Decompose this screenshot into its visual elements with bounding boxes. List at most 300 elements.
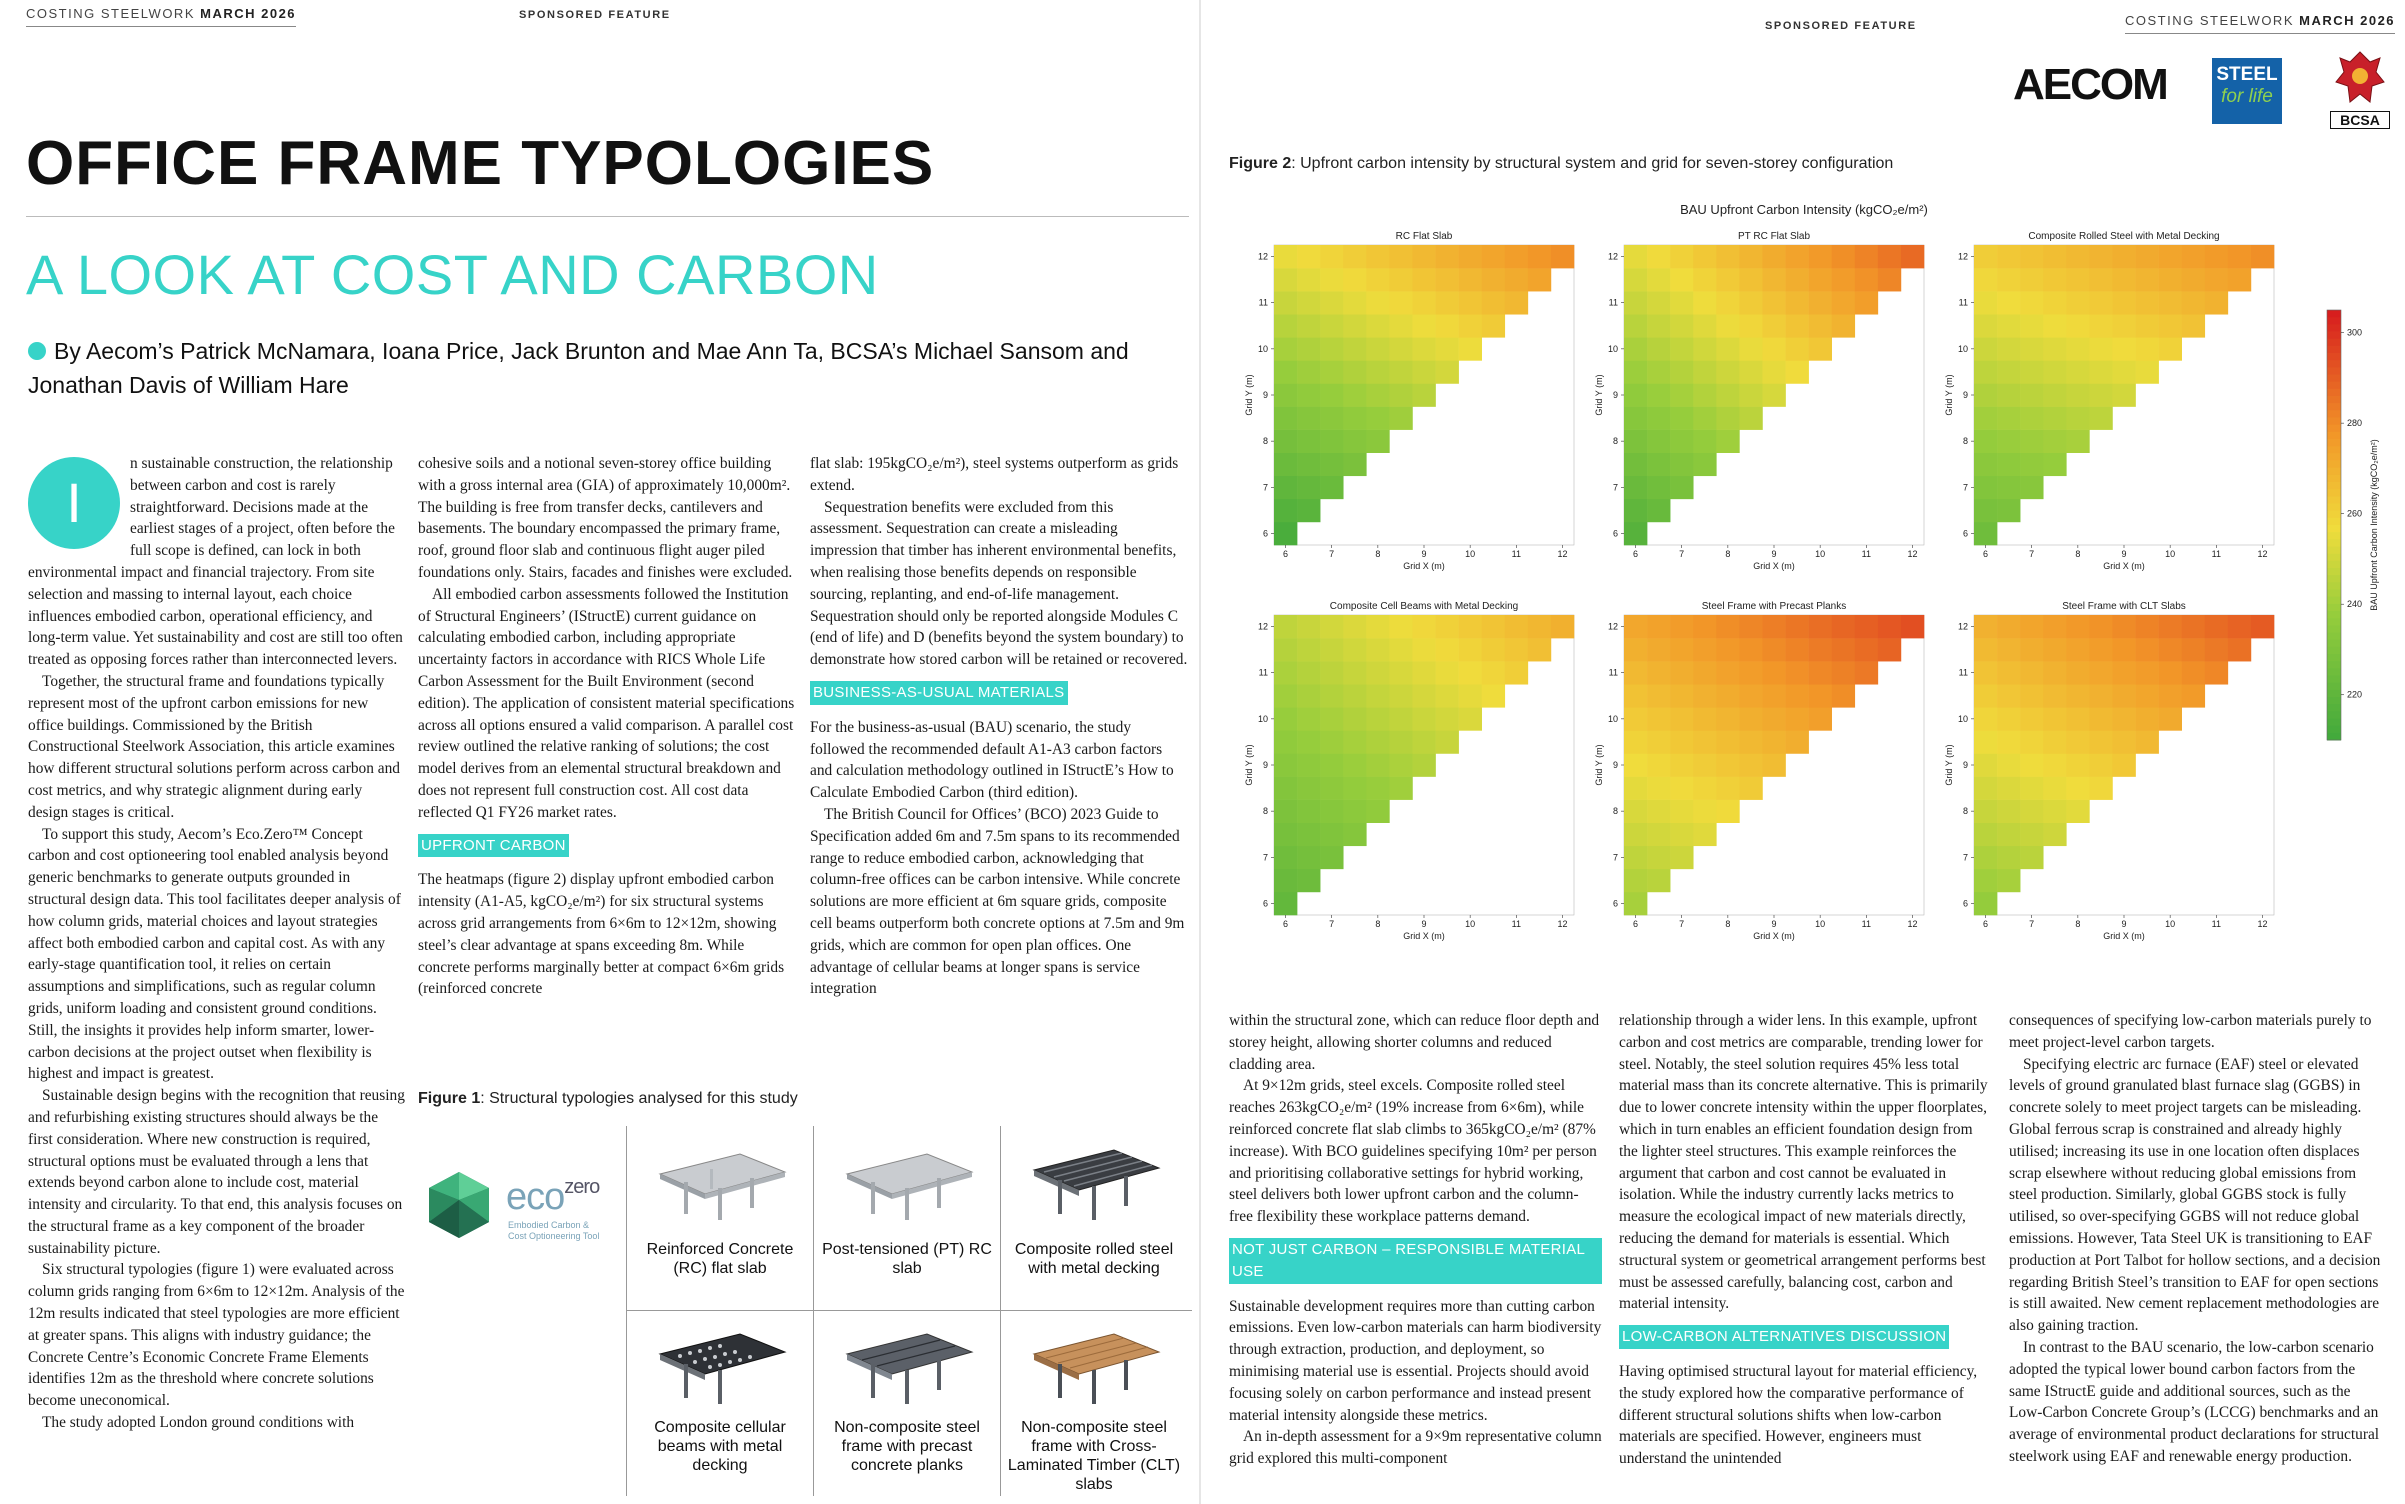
x-tick-label: 10 — [1465, 919, 1476, 929]
heatmap-cell — [1997, 291, 2020, 314]
heatmap-cell — [1670, 823, 1693, 846]
heatmap-cell — [2136, 661, 2159, 684]
heatmap-cell — [2043, 407, 2066, 430]
heatmap-cell — [1297, 661, 1320, 684]
sponsored-label-left: SPONSORED FEATURE — [519, 9, 671, 21]
heatmap-cell — [2043, 753, 2066, 776]
heatmap-cell — [1459, 291, 1482, 314]
y-tick-label: 11 — [1608, 297, 1618, 308]
colorbar-tick-label: 280 — [2347, 418, 2363, 429]
heatmap-cell — [1320, 684, 1343, 707]
heatmap-cell — [1647, 314, 1670, 337]
heatmap-cell — [1274, 383, 1297, 406]
heatmap-cell — [1974, 730, 1997, 753]
heatmap-cell — [1274, 430, 1297, 453]
colorbar-segment — [2327, 468, 2341, 476]
aecom-logo: AECOM — [2013, 60, 2167, 109]
running-head-issue: MARCH 2026 — [200, 6, 297, 21]
heatmap-cell — [1412, 684, 1435, 707]
colorbar-segment — [2327, 676, 2341, 684]
paragraph: To support this study, Aecom’s Eco.Zero™ Concept carbon and cost optioneering tool enabled analysis beyond generic benchmarks to generate outputs grounded in structural design data. This tool facilitates deeper analysis of how column grids, material choices and layout strategies affect both embodied carbon and capital cost. As with any early-stage quantification tool, it relies on certain assumptions and simplifications, such as regular column grids, uniform loading and consistent ground conditions. Still, the insights it provides help inform smarter, lower-carbon decisions at the project outset when flexibility is highest and impact is greatest. — [28, 825, 401, 1083]
heatmap-cell — [1974, 823, 1997, 846]
heatmap-cell — [1320, 337, 1343, 360]
paragraph: n sustainable construction, the relationship between carbon and cost is rarely straightforward. Decisions made at the earliest stages of a project, often before the full scope is defined, can lock in both environmental impact and financial trajectory. From site selection and massing to internal layout, each choice influences embodied carbon, operational efficiency, and long-term value. Yet sustainability and cost are still too often treated as opposing forces rather than interconnected levers. — [28, 455, 403, 669]
subhead: A LOOK AT COST AND CARBON — [26, 243, 879, 306]
heatmap-cell — [2136, 730, 2159, 753]
heatmap-cell — [2066, 753, 2089, 776]
heatmap-cell — [2136, 684, 2159, 707]
heatmap-cell — [1693, 753, 1716, 776]
heatmap-cell — [2182, 314, 2205, 337]
heatmap-cell — [1274, 291, 1297, 314]
y-tick-label: 8 — [1612, 436, 1618, 447]
heatmap-cell — [1459, 707, 1482, 730]
heatmap-cell — [1739, 337, 1762, 360]
heatmap-cell — [1647, 245, 1670, 268]
heatmap-cell — [2043, 337, 2066, 360]
heatmap-cell — [1624, 638, 1647, 661]
colorbar-segment — [2327, 439, 2341, 447]
y-tick-label: 11 — [1258, 297, 1268, 308]
heatmap-cell — [1974, 707, 1997, 730]
heatmap-cell — [1366, 615, 1389, 638]
colorbar-segment — [2327, 489, 2341, 497]
eco-brand: eco — [506, 1176, 565, 1218]
heatmap-cell — [1366, 684, 1389, 707]
heatmap-cell — [2205, 615, 2228, 638]
bcsa-logo — [2330, 48, 2390, 128]
colorbar-segment — [2327, 310, 2341, 318]
heatmap-cell — [1297, 291, 1320, 314]
heatmap-cell — [2020, 615, 2043, 638]
heatmap-cell — [1974, 245, 1997, 268]
x-axis-label: Grid X (m) — [2103, 931, 2145, 941]
heatmap-cell — [1997, 499, 2020, 522]
heatmap-cell — [1389, 407, 1412, 430]
eco-zero-tagline — [508, 1220, 599, 1242]
heatmap-cell — [2020, 707, 2043, 730]
heatmap-cell — [2089, 245, 2112, 268]
heatmap-cell — [1997, 476, 2020, 499]
y-tick-label: 11 — [1608, 667, 1618, 678]
heatmap-cell — [1624, 314, 1647, 337]
y-tick-label: 6 — [1262, 528, 1268, 539]
paragraph: Specifying electric arc furnace (EAF) steel or elevated levels of ground granulated blast furnace slag (GGBS) in concrete solely to meet project targets can be misleading. Global ferrous scrap is constrained and already highly utilised; increasing its use in one location often displaces scrap elsewhere without reducing global emissions from steel production. Similarly, global GGBS stock is fully utilised, so over-specifying GGBS will not reduce global emissions. However, Tata Steel UK is transitioning to EAF production at Port Talbot for hollow sections, and a decision regarding British Steel’s transition to EAF for open sections is still awaited. New cement replacement methodologies are also gaining traction. — [2009, 1055, 2381, 1335]
running-head-rule — [26, 26, 296, 27]
heatmap-cell — [1624, 707, 1647, 730]
y-tick-label: 6 — [1612, 528, 1618, 539]
heatmap-cell — [1855, 661, 1878, 684]
heatmap-cell — [2112, 615, 2135, 638]
heatmap-cell — [1997, 314, 2020, 337]
heatmap-cell — [1297, 869, 1320, 892]
colorbar-segment — [2327, 611, 2341, 619]
heatmap-cell — [1716, 314, 1739, 337]
heatmap-cell — [1739, 360, 1762, 383]
heatmap-cell — [2020, 777, 2043, 800]
heatmap-cell — [1320, 453, 1343, 476]
heatmap-cell — [2228, 638, 2251, 661]
heatmap-cell — [1436, 245, 1459, 268]
heatmap-cell — [2089, 291, 2112, 314]
heatmap-cell — [1974, 753, 1997, 776]
running-head-series: COSTING STEELWORK — [26, 6, 195, 21]
byline-dot — [28, 342, 46, 360]
heatmap-cell — [1412, 707, 1435, 730]
heatmap-cell — [1974, 291, 1997, 314]
heatmap-cell — [2251, 245, 2274, 268]
heatmap-cell — [1786, 314, 1809, 337]
heatmap-cell — [1320, 268, 1343, 291]
heatmap-cell — [1997, 638, 2020, 661]
x-tick-label: 10 — [1815, 549, 1826, 559]
heatmap-cell — [2020, 846, 2043, 869]
heatmap-cell — [1693, 383, 1716, 406]
x-tick-label: 10 — [2165, 549, 2176, 559]
heatmap-cell — [1809, 268, 1832, 291]
colorbar-segment — [2327, 332, 2341, 340]
heatmap-cell — [2112, 638, 2135, 661]
section-heading-bau-materials: BUSINESS-AS-USUAL MATERIALS — [810, 681, 1068, 705]
colorbar-segment — [2327, 711, 2341, 719]
heatmap-cell — [1624, 407, 1647, 430]
heatmap-cell — [2020, 823, 2043, 846]
y-tick-label: 12 — [1957, 621, 1968, 632]
heatmap-cell — [1832, 291, 1855, 314]
colorbar-segment — [2327, 690, 2341, 698]
heatmap-cell — [2228, 245, 2251, 268]
heatmap-cell — [2159, 615, 2182, 638]
heatmap-cell — [1693, 314, 1716, 337]
heatmap-cell — [1482, 638, 1505, 661]
heatmap-cell — [1997, 777, 2020, 800]
heatmap-cell — [1366, 777, 1389, 800]
tile-rc-flat-slab — [630, 1130, 810, 1310]
colorbar-segment — [2327, 683, 2341, 691]
heatmap-cell — [1693, 823, 1716, 846]
heatmap-cell — [1670, 684, 1693, 707]
heatmap-cell — [1762, 268, 1785, 291]
y-tick-label: 8 — [1612, 806, 1618, 817]
heatmap-cell — [1809, 291, 1832, 314]
heatmap-cell — [1647, 383, 1670, 406]
heatmap-cell — [1716, 245, 1739, 268]
steel-logo-text: STEEL — [2216, 64, 2278, 85]
heatmap-cell — [1974, 453, 1997, 476]
heatmap-cell — [2066, 383, 2089, 406]
heatmap-cell — [1997, 869, 2020, 892]
heatmap-cell — [1343, 638, 1366, 661]
eco-tagline-1: Embodied Carbon & — [508, 1220, 590, 1230]
bcsa-logo-text: BCSA — [2330, 111, 2390, 129]
heatmap-cell — [2020, 291, 2043, 314]
heatmap-cell — [1739, 407, 1762, 430]
heatmap-cell — [2205, 245, 2228, 268]
heatmap-cell — [1647, 800, 1670, 823]
heatmap-cell — [2159, 707, 2182, 730]
heatmap-cell — [1320, 638, 1343, 661]
heatmap-cell — [1274, 661, 1297, 684]
paragraph: Sustainable development requires more than cutting carbon emissions. Even low-carbon materials can harm biodiversity through extraction, production, and deployment, so minimising material use is essential. Projects should avoid focusing solely on carbon performance and instead present material intensity alongside these metrics. — [1229, 1297, 1602, 1424]
paragraph: Together, the structural frame and foundations typically represent most of the upfront carbon emissions for new office buildings. Commissioned by the British Constructional Steelwork Association, this article examines how different structural solutions perform across carbon and cost metrics, and why strategic alignment during early design stages is critical. — [28, 672, 400, 821]
heatmap-cell — [1716, 383, 1739, 406]
heatmap-cell — [1320, 777, 1343, 800]
heatmap-cell — [1343, 337, 1366, 360]
panel-title: PT RC Flat Slab — [1737, 231, 1811, 242]
heatmap-cell — [1647, 430, 1670, 453]
paragraph: Having optimised structural layout for material efficiency, the study explored how the comparative performance of different structural solutions shifts when low-carbon materials are specified. However, engineers must understand the unintended — [1619, 1362, 1978, 1468]
paragraph: The British Council for Offices’ (BCO) 2023 Guide to Specification added 6m and 7.5m spans to its recommended range to reduce embodied carbon, acknowledging that column-free offices can be carbon intensive. While concrete solutions are more efficient at 6m square grids, composite cell beams outperform both concrete options at 7.5m and 9m grids, which are common for open plan offices. One advantage of cellular beams at longer spans is service integration — [810, 805, 1185, 998]
heatmap-cell — [1274, 453, 1297, 476]
x-tick-label: 11 — [1861, 919, 1871, 929]
heatmap-cell — [1997, 407, 2020, 430]
heatmap-cell — [2066, 777, 2089, 800]
paragraph: within the structural zone, which can reduce floor depth and storey height, allowing shorter columns and reduced cladding area. — [1229, 1012, 1600, 1073]
colorbar-segment — [2327, 668, 2341, 676]
heatmap-cell — [1320, 846, 1343, 869]
heatmap-cell — [1693, 707, 1716, 730]
y-tick-label: 11 — [1258, 667, 1268, 678]
heatmap-cell — [1739, 615, 1762, 638]
heatmap-cell — [1670, 314, 1693, 337]
heatmap-cell — [2159, 661, 2182, 684]
heatmap-cell — [1412, 730, 1435, 753]
paragraph: relationship through a wider lens. In this example, upfront carbon and cost metrics are comparable, trending lower for steel. Notably, the steel solution requires 45% less total material mass than its concrete alternative. This is primarily due to lower concrete intensity within the upper floorplates, which in turn enables an efficient foundation design from the lighter steel structures. This example reinforces the argument that carbon and cost cannot be evaluated in isolation. While the industry currently lacks metrics to measure the ecological impact of new materials directly, reducing the demand for materials is essential. Which structural system or geometrical arrangement performs best must be assessed carefully, balancing cost, carbon and material intensity. — [1619, 1012, 1988, 1313]
heatmap-cell — [1809, 638, 1832, 661]
heatmap-cell — [1762, 291, 1785, 314]
heatmap-cell — [1786, 615, 1809, 638]
heatmap-cell — [2205, 291, 2228, 314]
x-tick-label: 7 — [1679, 919, 1685, 929]
x-tick-label: 11 — [2211, 549, 2221, 559]
heatmap-cell — [1739, 314, 1762, 337]
heatmap-cell — [1624, 730, 1647, 753]
heatmap-cell — [1624, 245, 1647, 268]
left-col-3 — [810, 453, 1188, 1000]
y-tick-label: 9 — [1612, 390, 1618, 400]
x-tick-label: 8 — [1375, 919, 1381, 929]
heatmap-cell — [1482, 314, 1505, 337]
colorbar-segment — [2327, 425, 2341, 433]
heatmap-cell — [1436, 314, 1459, 337]
heatmap-cell — [1274, 360, 1297, 383]
figure-2-caption — [1229, 155, 1893, 173]
heatmap-cell — [1412, 638, 1435, 661]
heatmap-cell — [1624, 869, 1647, 892]
heatmap-cell — [2043, 730, 2066, 753]
heatmap-cell — [1739, 707, 1762, 730]
heatmap-cell — [1297, 476, 1320, 499]
heatmap-cell — [1832, 245, 1855, 268]
x-tick-label: 9 — [2121, 549, 2127, 559]
heatmap-cell — [1762, 245, 1785, 268]
heatmap-cell — [1624, 615, 1647, 638]
heatmap-cell — [2043, 453, 2066, 476]
heatmap-cell — [1624, 800, 1647, 823]
x-tick-label: 6 — [1633, 919, 1639, 929]
paragraph: The heatmaps (figure 2) display upfront embodied carbon intensity (A1-A5, kgCO₂e/m²) for six structural systems across grid arrangements from 6×6m to 12×12m, showing steel’s clear advantage at spans exceeding 8m. While concrete performs marginally better at compact 6×6m grids (reinforced concrete — [418, 871, 785, 998]
y-tick-label: 7 — [1262, 852, 1268, 863]
colorbar-segment — [2327, 496, 2341, 504]
heatmap-cell — [1505, 268, 1528, 291]
heatmap-cell — [1366, 407, 1389, 430]
tile-label: Non-composite steel frame with precast concrete planks — [834, 1419, 980, 1474]
heatmap-cell — [2112, 753, 2135, 776]
heatmap-cell — [1320, 615, 1343, 638]
heatmap-cell — [1528, 638, 1551, 661]
heatmap-cell — [1997, 753, 2020, 776]
x-tick-label: 9 — [1421, 549, 1427, 559]
heatmap-cell — [1297, 730, 1320, 753]
heatmap-cell — [1624, 453, 1647, 476]
heatmap-cell — [2136, 268, 2159, 291]
heatmap-cell — [1739, 777, 1762, 800]
y-tick-label: 7 — [1612, 852, 1618, 863]
heatmap-cell — [2136, 291, 2159, 314]
heatmap-cell — [1693, 245, 1716, 268]
heatmap-cell — [1997, 846, 2020, 869]
heatmap-cell — [1762, 337, 1785, 360]
heatmap-cell — [2020, 453, 2043, 476]
colorbar-segment — [2327, 640, 2341, 648]
heatmap-cell — [1809, 245, 1832, 268]
y-tick-label: 12 — [1607, 251, 1618, 262]
heatmap-cell — [1624, 499, 1647, 522]
heatmap-cell — [1482, 245, 1505, 268]
x-tick-label: 6 — [1983, 919, 1989, 929]
heatmap-cell — [1762, 383, 1785, 406]
eco-brand-2: zero — [564, 1176, 600, 1198]
heatmap-cell — [2205, 268, 2228, 291]
heatmap-cell — [2089, 753, 2112, 776]
heatmap-cell — [1997, 661, 2020, 684]
heatmap-cell — [1436, 707, 1459, 730]
heatmap-cell — [2228, 268, 2251, 291]
heatmap-cell — [1974, 892, 1997, 915]
heatmap-cell — [1505, 291, 1528, 314]
heatmap-cell — [1505, 245, 1528, 268]
y-tick-label: 7 — [1962, 852, 1968, 863]
x-tick-label: 7 — [1329, 919, 1335, 929]
colorbar-tick-label: 300 — [2347, 327, 2363, 338]
colorbar-segment — [2327, 518, 2341, 526]
heatmap-cell — [1716, 684, 1739, 707]
sponsored-label-right: SPONSORED FEATURE — [1765, 20, 1917, 32]
heatmap-cell — [2066, 707, 2089, 730]
heatmap-chart — [1229, 195, 2379, 970]
colorbar-segment — [2327, 511, 2341, 519]
heatmap-cell — [1412, 337, 1435, 360]
heatmap-cell — [1274, 268, 1297, 291]
heatmap-cell — [1436, 360, 1459, 383]
heatmap-cell — [1739, 245, 1762, 268]
y-tick-label: 8 — [1262, 436, 1268, 447]
x-tick-label: 9 — [2121, 919, 2127, 929]
colorbar-segment — [2327, 396, 2341, 404]
y-tick-label: 9 — [1962, 390, 1968, 400]
heatmap-cell — [2136, 314, 2159, 337]
heatmap-cell — [2112, 337, 2135, 360]
heatmap-cell — [2182, 291, 2205, 314]
x-tick-label: 12 — [2257, 919, 2268, 929]
heatmap-cell — [2020, 314, 2043, 337]
heatmap-cell — [1528, 268, 1551, 291]
heatmap-cell — [1320, 823, 1343, 846]
heatmap-cell — [1647, 337, 1670, 360]
paragraph: An in-depth assessment for a 9×9m representative column grid explored this multi-component — [1229, 1428, 1602, 1468]
y-tick-label: 12 — [1257, 251, 1268, 262]
heatmap-cell — [1343, 777, 1366, 800]
heatmap-cell — [1389, 245, 1412, 268]
y-tick-label: 10 — [1607, 713, 1618, 724]
tile-divider — [1000, 1126, 1001, 1496]
heatmap-cell — [1762, 615, 1785, 638]
y-tick-label: 11 — [1958, 297, 1968, 308]
heatmap-cell — [2205, 638, 2228, 661]
heatmap-cell — [1739, 291, 1762, 314]
heatmap-cell — [1389, 707, 1412, 730]
heatmap-cell — [1320, 476, 1343, 499]
paragraph: The study adopted London ground conditions with — [42, 1414, 355, 1432]
heatmap-cell — [1320, 730, 1343, 753]
heatmap-cell — [1878, 638, 1901, 661]
heatmap-cell — [1624, 291, 1647, 314]
heatmap-cell — [1343, 800, 1366, 823]
colorbar-tick-label: 260 — [2347, 508, 2363, 519]
heatmap-cell — [1624, 846, 1647, 869]
heatmap-cell — [2043, 430, 2066, 453]
heatmap-cell — [1670, 707, 1693, 730]
colorbar-segment — [2327, 647, 2341, 655]
heatmap-cell — [2043, 777, 2066, 800]
colorbar-segment — [2327, 353, 2341, 361]
heatmap-cell — [1670, 360, 1693, 383]
colorbar-segment — [2327, 547, 2341, 555]
heatmap-cell — [2089, 407, 2112, 430]
forlife-logo-text: for life — [2221, 86, 2273, 107]
heatmap-cell — [1343, 615, 1366, 638]
heatmap-cell — [1459, 684, 1482, 707]
heatmap-cell — [1366, 268, 1389, 291]
heatmap-cell — [2182, 638, 2205, 661]
heatmap-cell — [2066, 638, 2089, 661]
heatmap-cell — [1739, 383, 1762, 406]
x-tick-label: 11 — [1861, 549, 1871, 559]
running-head-rule — [2125, 33, 2395, 34]
heatmap-cell — [1343, 661, 1366, 684]
heatmap-cell — [1974, 314, 1997, 337]
heatmap-cell — [1320, 800, 1343, 823]
figure-2-caption-text: : Upfront carbon intensity by structural system and grid for seven-storey configuration — [1291, 155, 1894, 172]
heatmap-cell — [1389, 291, 1412, 314]
heatmap-cell — [1274, 337, 1297, 360]
x-tick-label: 8 — [2075, 919, 2081, 929]
heatmap-cell — [1343, 753, 1366, 776]
heatmap-cell — [1670, 800, 1693, 823]
heatmap-cell — [1762, 314, 1785, 337]
heatmap-cell — [1297, 707, 1320, 730]
x-axis-label: Grid X (m) — [1753, 931, 1795, 941]
colorbar-segment — [2327, 360, 2341, 368]
colorbar-segment — [2327, 554, 2341, 562]
heatmap-cell — [1389, 684, 1412, 707]
heatmap-cell — [1343, 383, 1366, 406]
figure-1 — [418, 1090, 1192, 1500]
heatmap-cell — [1693, 291, 1716, 314]
heatmap-cell — [1624, 522, 1647, 545]
y-tick-label: 8 — [1262, 806, 1268, 817]
heatmap-cell — [1647, 777, 1670, 800]
